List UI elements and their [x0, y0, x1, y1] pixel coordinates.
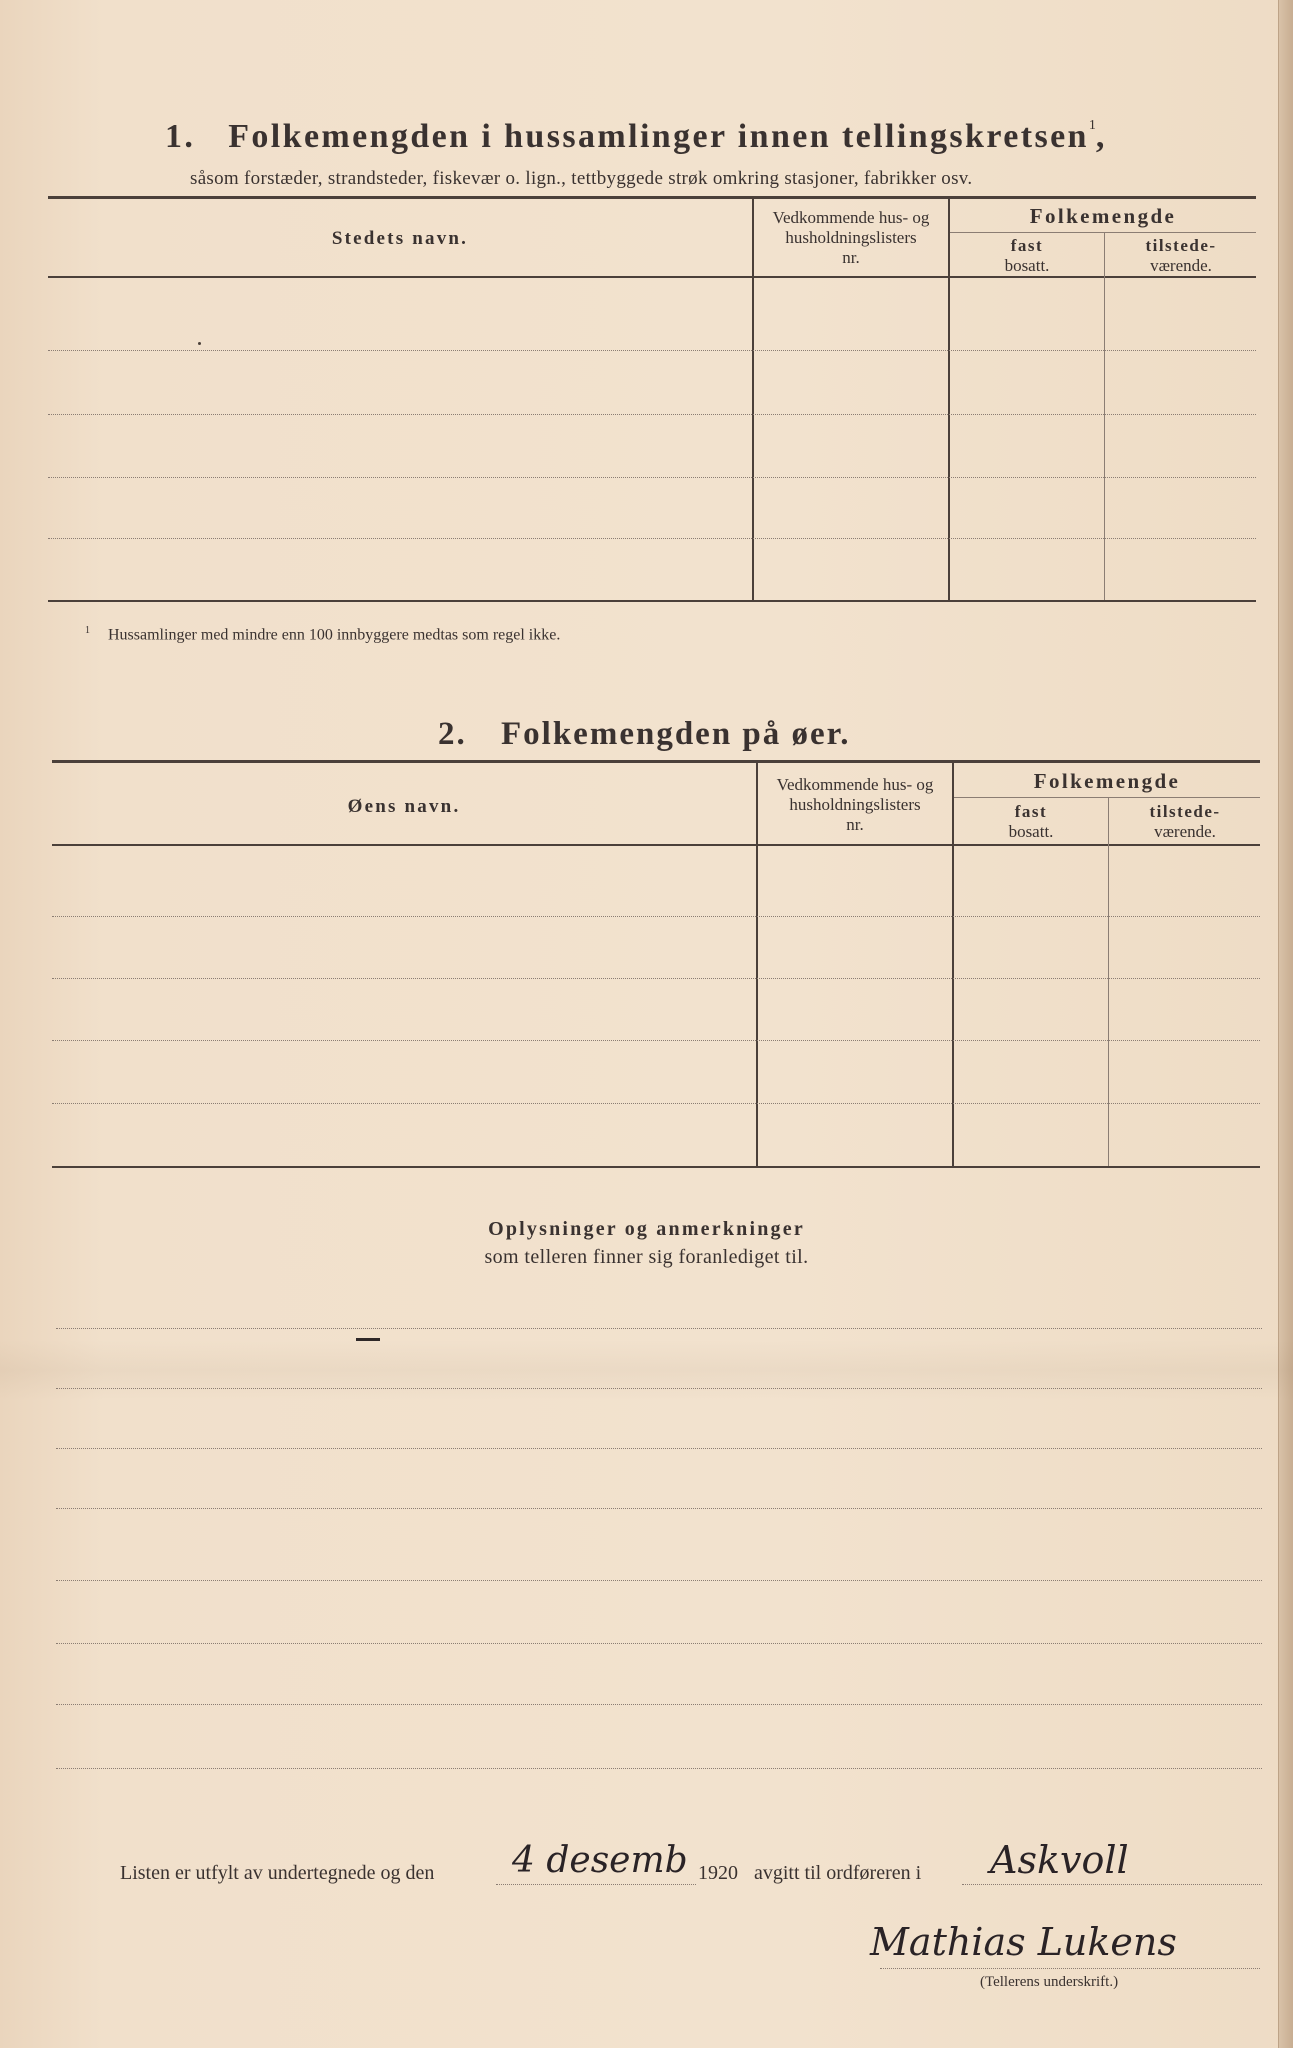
table2-col-lists [758, 775, 952, 835]
section1-title-comma: , [1095, 118, 1107, 155]
signature-line [880, 1968, 1260, 1969]
table1-row-rule [48, 414, 1256, 415]
table1-col-lists-line1: Vedkommende hus- og [772, 208, 930, 227]
table1-top-rule [48, 196, 1256, 199]
table1-col-divider-3 [1104, 233, 1105, 600]
handwritten-date: 4 desemb [512, 1840, 688, 1881]
table2-col-name: Øens navn. [347, 796, 461, 817]
notes-line [56, 1704, 1262, 1705]
table1-row-rule [48, 477, 1256, 478]
notes-line [56, 1388, 1262, 1389]
section1-number: 1. [165, 118, 196, 155]
closing-text-part2: avgitt til ordføreren i [754, 1862, 922, 1884]
municipality-line [962, 1884, 1262, 1885]
notes-title: Oplysninger og anmerkninger [488, 1218, 805, 1240]
notes-line [56, 1508, 1262, 1509]
page-edge [1278, 0, 1293, 2048]
notes-line [56, 1328, 1262, 1329]
table1-bottom-rule [48, 600, 1256, 602]
table2-bottom-rule [52, 1166, 1260, 1168]
section1-title-text: Folkemengden i hussamlinger innen tellingskretsen [228, 118, 1089, 155]
table1-col-name: Stedets navn. [331, 228, 469, 249]
table2-col-lists-line3: nr. [846, 815, 864, 834]
table2-col-population: Folkemengde [1033, 769, 1181, 793]
table2-col-tilstede [1110, 802, 1260, 842]
handwritten-municipality: Askvoll [990, 1838, 1129, 1882]
section1-footnote-text: Hussamlinger med mindre enn 100 innbyggere medtas som regel ikke. [108, 626, 561, 644]
table2-population-subrule [954, 797, 1260, 798]
table2-col-lists-line2: husholdningslisters [789, 795, 921, 814]
table2-row-rule [52, 1103, 1260, 1104]
closing-year: 1920 [698, 1862, 738, 1884]
notes-line [56, 1580, 1262, 1581]
table1-col-lists [754, 208, 948, 268]
table1-col-tilstede-line2: værende. [1150, 256, 1212, 275]
table2-col-fast-line1: fast [1014, 802, 1048, 821]
table2-top-rule [52, 760, 1260, 763]
table1-row-rule [48, 538, 1256, 539]
table2-col-tilstede-line1: tilstede- [1149, 802, 1221, 821]
table1-col-lists-line2: husholdningslisters [785, 228, 917, 247]
date-line [496, 1884, 696, 1885]
table2-col-fast [954, 802, 1108, 842]
teller-signature: Mathias Lukens [870, 1920, 1177, 1964]
closing-text-part1: Listen er utfylt av undertegnede og den [120, 1862, 435, 1884]
table2-col-divider-3 [1108, 798, 1109, 1166]
notes-line [56, 1643, 1262, 1644]
table2-header-rule [52, 844, 1260, 846]
table1-col-tilstede-line1: tilstede- [1145, 236, 1217, 255]
ink-dash [356, 1338, 380, 1341]
section1-footnote [85, 625, 560, 644]
table2-row-rule [52, 916, 1260, 917]
signature-label: (Tellerens underskrift.) [980, 1974, 1119, 1990]
table1-col-fast-line2: bosatt. [1004, 256, 1050, 275]
section1-footnote-ref: 1 [1088, 118, 1096, 133]
section2-title-text: Folkemengden på øer. [501, 716, 851, 752]
notes-subtitle: som telleren finner sig foranlediget til. [484, 1246, 809, 1268]
table2-row-rule [52, 1040, 1260, 1041]
paper-fold [0, 1340, 1293, 1400]
ink-dot [198, 342, 201, 345]
section1-title [165, 118, 1107, 156]
section2-title [438, 716, 851, 753]
section1-subtitle: såsom forstæder, strandsteder, fiskevær o. lign., tettbyggede strøk omkring stasjoner, fabrikker osv. [190, 168, 973, 189]
table1-col-fast [950, 236, 1104, 276]
table1-col-lists-line3: nr. [842, 248, 860, 267]
notes-line [56, 1448, 1262, 1449]
table2-col-fast-line2: bosatt. [1008, 822, 1054, 841]
table1-population-subrule [950, 232, 1256, 233]
table2-col-lists-line1: Vedkommende hus- og [776, 775, 934, 794]
table2-col-tilstede-line2: værende. [1154, 822, 1216, 841]
table1-col-tilstede [1106, 236, 1256, 276]
section1-footnote-mark: 1 [85, 625, 90, 636]
table1-col-fast-line1: fast [1010, 236, 1044, 255]
section2-number: 2. [438, 716, 467, 752]
table1-col-population: Folkemengde [1029, 204, 1177, 228]
table1-row-rule [48, 350, 1256, 351]
notes-line [56, 1768, 1262, 1769]
table1-header-rule [48, 276, 1256, 278]
table2-row-rule [52, 978, 1260, 979]
